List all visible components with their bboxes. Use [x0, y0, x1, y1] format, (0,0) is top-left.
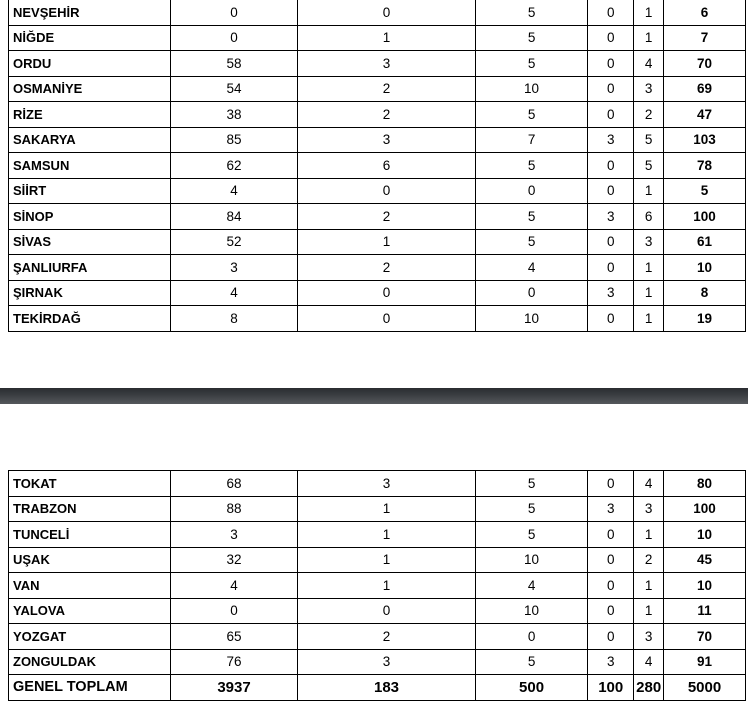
province-name: TUNCELİ [9, 522, 171, 548]
value-cell: 5 [476, 204, 588, 230]
province-name: SAMSUN [9, 153, 171, 179]
value-cell: 1 [298, 573, 476, 599]
value-cell: 0 [588, 229, 634, 255]
value-cell: 3 [171, 255, 298, 281]
value-cell: 7 [476, 127, 588, 153]
value-cell: 0 [588, 25, 634, 51]
value-cell: 3 [634, 76, 664, 102]
province-table-bottom [8, 470, 746, 701]
table-row [9, 573, 746, 599]
province-table-top [8, 0, 746, 332]
value-cell: 3 [171, 522, 298, 548]
value-cell: 54 [171, 76, 298, 102]
value-cell: 280 [634, 675, 664, 701]
value-cell: 4 [634, 471, 664, 497]
total-cell: 100 [664, 496, 746, 522]
province-name: ŞANLIURFA [9, 255, 171, 281]
value-cell: 4 [171, 280, 298, 306]
province-name: NEVŞEHİR [9, 0, 171, 25]
value-cell: 1 [634, 573, 664, 599]
value-cell: 3 [588, 496, 634, 522]
value-cell: 5 [634, 127, 664, 153]
total-cell: 5000 [664, 675, 746, 701]
table-row [9, 204, 746, 230]
total-cell: 61 [664, 229, 746, 255]
value-cell: 0 [588, 102, 634, 128]
table-row [9, 102, 746, 128]
value-cell: 3 [588, 649, 634, 675]
province-name: TOKAT [9, 471, 171, 497]
province-name: YOZGAT [9, 624, 171, 650]
value-cell: 5 [476, 25, 588, 51]
province-name: NİĞDE [9, 25, 171, 51]
value-cell: 5 [476, 649, 588, 675]
value-cell: 10 [476, 598, 588, 624]
value-cell: 5 [476, 0, 588, 25]
value-cell: 3 [634, 624, 664, 650]
value-cell: 2 [634, 547, 664, 573]
value-cell: 1 [634, 306, 664, 332]
value-cell: 0 [588, 0, 634, 25]
total-cell: 7 [664, 25, 746, 51]
table-row [9, 649, 746, 675]
value-cell: 1 [298, 496, 476, 522]
value-cell: 0 [171, 25, 298, 51]
value-cell: 0 [476, 178, 588, 204]
province-name: SİNOP [9, 204, 171, 230]
value-cell: 3 [634, 229, 664, 255]
total-cell: 5 [664, 178, 746, 204]
total-cell: 47 [664, 102, 746, 128]
value-cell: 1 [634, 280, 664, 306]
value-cell: 0 [476, 624, 588, 650]
value-cell: 58 [171, 51, 298, 77]
value-cell: 3 [634, 496, 664, 522]
province-name: VAN [9, 573, 171, 599]
total-cell: 80 [664, 471, 746, 497]
total-cell: 70 [664, 624, 746, 650]
table-row [9, 153, 746, 179]
value-cell: 0 [588, 178, 634, 204]
value-cell: 10 [476, 76, 588, 102]
value-cell: 5 [476, 153, 588, 179]
value-cell: 2 [298, 255, 476, 281]
total-cell: 8 [664, 280, 746, 306]
value-cell: 85 [171, 127, 298, 153]
value-cell: 0 [588, 51, 634, 77]
province-name: ZONGULDAK [9, 649, 171, 675]
value-cell: 4 [634, 51, 664, 77]
total-cell: 103 [664, 127, 746, 153]
value-cell: 3 [588, 280, 634, 306]
value-cell: 4 [634, 649, 664, 675]
value-cell: 0 [588, 153, 634, 179]
province-name: UŞAK [9, 547, 171, 573]
value-cell: 6 [298, 153, 476, 179]
value-cell: 5 [476, 522, 588, 548]
province-name: SAKARYA [9, 127, 171, 153]
province-name: ŞIRNAK [9, 280, 171, 306]
value-cell: 1 [634, 25, 664, 51]
value-cell: 4 [171, 573, 298, 599]
value-cell: 65 [171, 624, 298, 650]
value-cell: 100 [588, 675, 634, 701]
value-cell: 1 [634, 0, 664, 25]
value-cell: 183 [298, 675, 476, 701]
value-cell: 5 [476, 102, 588, 128]
total-cell: 19 [664, 306, 746, 332]
value-cell: 10 [476, 547, 588, 573]
table-row [9, 280, 746, 306]
value-cell: 0 [476, 280, 588, 306]
value-cell: 3 [298, 127, 476, 153]
total-cell: 10 [664, 255, 746, 281]
total-cell: 70 [664, 51, 746, 77]
value-cell: 0 [588, 471, 634, 497]
province-name: YALOVA [9, 598, 171, 624]
total-cell: 69 [664, 76, 746, 102]
value-cell: 3 [588, 204, 634, 230]
province-name: SİVAS [9, 229, 171, 255]
value-cell: 6 [634, 204, 664, 230]
value-cell: 4 [171, 178, 298, 204]
table-row [9, 306, 746, 332]
province-name: RİZE [9, 102, 171, 128]
total-cell: 78 [664, 153, 746, 179]
value-cell: 2 [634, 102, 664, 128]
value-cell: 0 [298, 598, 476, 624]
table-row [9, 624, 746, 650]
total-cell: 11 [664, 598, 746, 624]
province-name: TEKİRDAĞ [9, 306, 171, 332]
total-cell: 10 [664, 522, 746, 548]
table-row [9, 178, 746, 204]
province-name: TRABZON [9, 496, 171, 522]
value-cell: 1 [634, 598, 664, 624]
value-cell: 0 [588, 76, 634, 102]
value-cell: 1 [298, 25, 476, 51]
value-cell: 5 [476, 471, 588, 497]
value-cell: 3937 [171, 675, 298, 701]
value-cell: 5 [476, 51, 588, 77]
grand-total-row [9, 675, 746, 701]
table-row [9, 51, 746, 77]
value-cell: 2 [298, 76, 476, 102]
total-cell: 45 [664, 547, 746, 573]
province-name: OSMANİYE [9, 76, 171, 102]
value-cell: 1 [298, 547, 476, 573]
value-cell: 76 [171, 649, 298, 675]
value-cell: 4 [476, 573, 588, 599]
table-row [9, 255, 746, 281]
total-cell: 91 [664, 649, 746, 675]
value-cell: 32 [171, 547, 298, 573]
total-cell: 100 [664, 204, 746, 230]
value-cell: 1 [634, 255, 664, 281]
value-cell: 3 [298, 471, 476, 497]
value-cell: 4 [476, 255, 588, 281]
value-cell: 84 [171, 204, 298, 230]
value-cell: 1 [298, 522, 476, 548]
page-break-separator [0, 388, 748, 404]
value-cell: 68 [171, 471, 298, 497]
value-cell: 0 [171, 598, 298, 624]
value-cell: 3 [298, 649, 476, 675]
value-cell: 0 [298, 280, 476, 306]
value-cell: 0 [588, 573, 634, 599]
value-cell: 8 [171, 306, 298, 332]
value-cell: 0 [171, 0, 298, 25]
value-cell: 0 [588, 306, 634, 332]
value-cell: 0 [298, 178, 476, 204]
value-cell: 88 [171, 496, 298, 522]
value-cell: 0 [588, 598, 634, 624]
value-cell: 0 [588, 255, 634, 281]
value-cell: 5 [476, 496, 588, 522]
table-row [9, 496, 746, 522]
value-cell: 2 [298, 624, 476, 650]
table-row [9, 522, 746, 548]
value-cell: 3 [588, 127, 634, 153]
province-name: SİİRT [9, 178, 171, 204]
table-row [9, 127, 746, 153]
table-row [9, 471, 746, 497]
value-cell: 0 [298, 306, 476, 332]
value-cell: 0 [298, 0, 476, 25]
value-cell: 5 [634, 153, 664, 179]
value-cell: 0 [588, 624, 634, 650]
table-row [9, 229, 746, 255]
total-cell: 6 [664, 0, 746, 25]
value-cell: 1 [298, 229, 476, 255]
table-row [9, 598, 746, 624]
table-row [9, 25, 746, 51]
value-cell: 0 [588, 522, 634, 548]
value-cell: 52 [171, 229, 298, 255]
value-cell: 2 [298, 204, 476, 230]
province-name: ORDU [9, 51, 171, 77]
value-cell: 10 [476, 306, 588, 332]
value-cell: 0 [588, 547, 634, 573]
total-cell: 10 [664, 573, 746, 599]
table-row [9, 547, 746, 573]
value-cell: 5 [476, 229, 588, 255]
table-row [9, 0, 746, 25]
value-cell: 38 [171, 102, 298, 128]
table-row [9, 76, 746, 102]
value-cell: 2 [298, 102, 476, 128]
value-cell: 62 [171, 153, 298, 179]
value-cell: 3 [298, 51, 476, 77]
value-cell: 500 [476, 675, 588, 701]
grand-total-label: GENEL TOPLAM [9, 675, 171, 701]
value-cell: 1 [634, 178, 664, 204]
value-cell: 1 [634, 522, 664, 548]
